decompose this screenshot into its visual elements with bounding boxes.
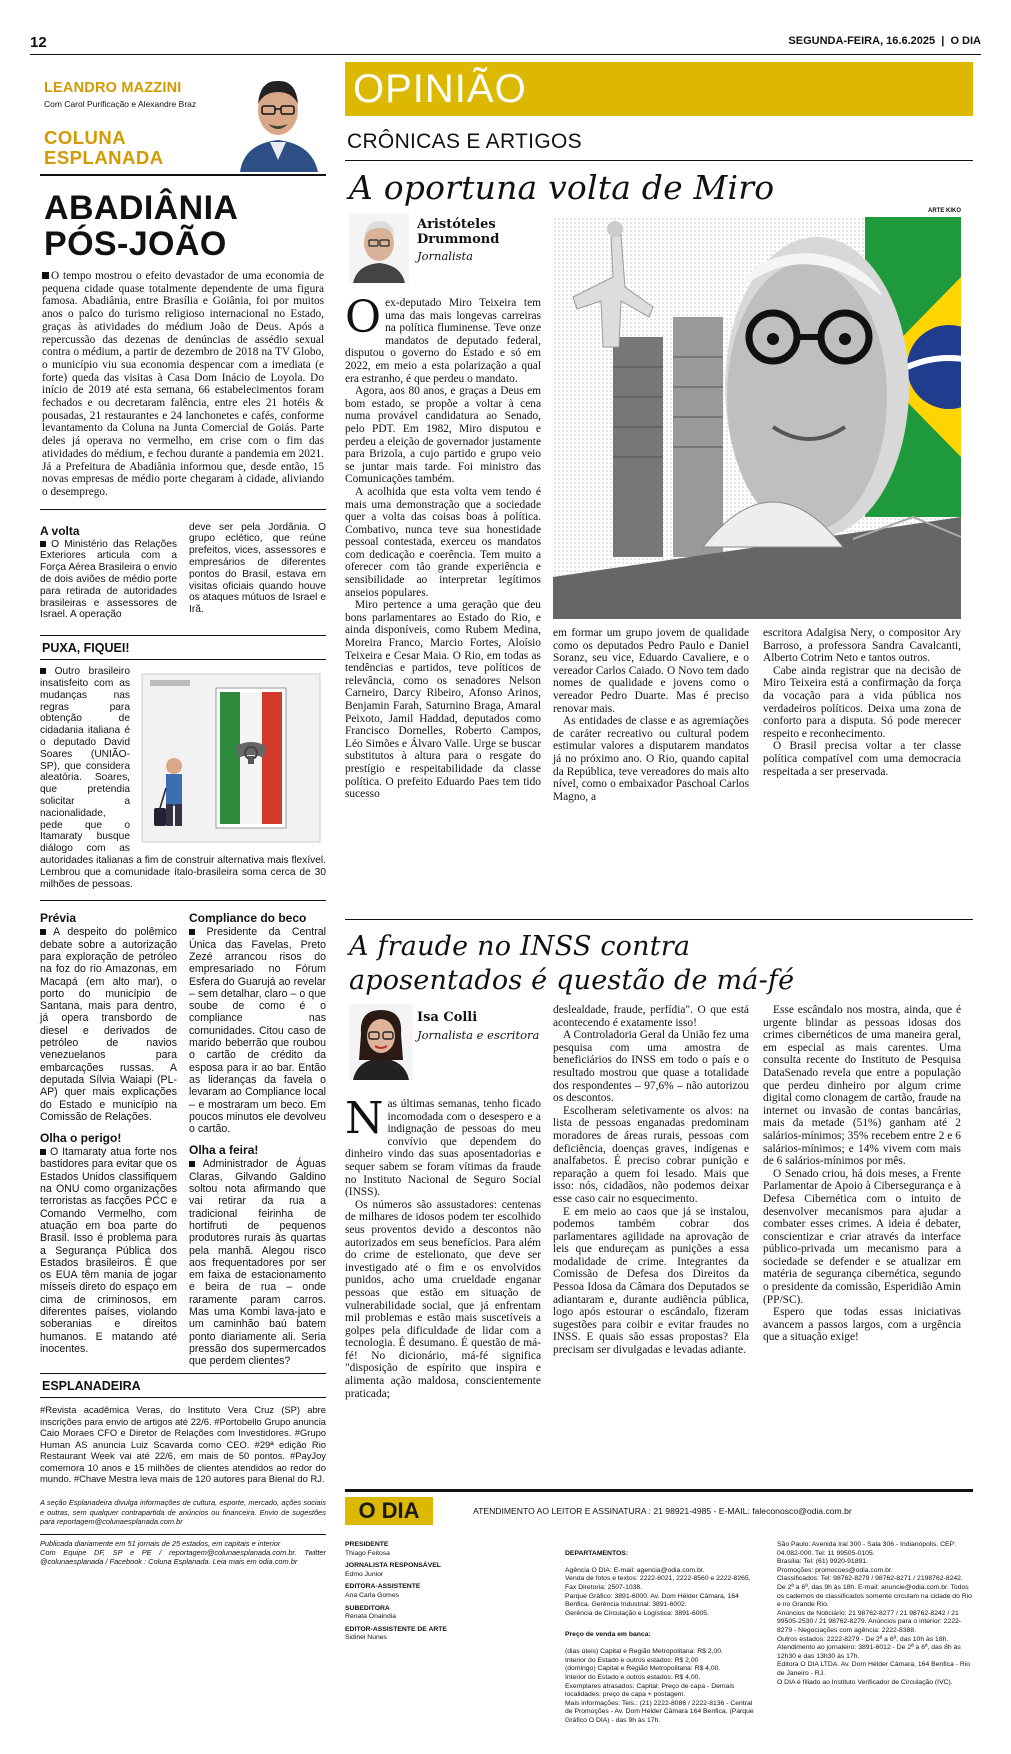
- olho-text: O Itamaraty atua forte nos bastidores para evitar que os Estados Unidos classifiquem na ONU como organizações terroristas as facções PCC e Comando Vermelho, com atuação em boa parte do Brasil. Isso é problema para a Segurança Pública dos Estados brasileiros. É que os EUA têm mania de jogar mísseis direto do espaço em cima de criminosos, em diferentes países, violando soberanias e direitos humanos. E matando até inocentes.: [40, 1146, 177, 1355]
- olho-heading: Olha o perigo!: [40, 1131, 122, 1146]
- page-number: 12: [30, 34, 47, 51]
- article2-title: A fraude no INSS contra aposentados é questão de má-fé: [349, 931, 795, 996]
- column-rule: [40, 174, 326, 176]
- opinion-section: [345, 62, 973, 1474]
- coluna-esplanada: [40, 62, 326, 1567]
- dropcap: N: [345, 1093, 384, 1144]
- article1-author-role: Jornalista: [417, 249, 474, 263]
- column-brand: COLUNA ESPLANADA: [44, 127, 164, 168]
- expediente-staff: PRESIDENTE Thiago Feitosa JORNALISTA RESPONSÁVEL Edmo Junior EDITORA-ASSISTENTE Ana Carla Gomes SUBEDITORA Renata Onaindia EDITOR-ASSISTENTE DE ARTE Sidinei Nunes: [345, 1541, 447, 1642]
- article1-author: Aristóteles Drummond: [417, 217, 500, 247]
- article1-illustration: [553, 217, 961, 619]
- section-rule: [40, 1373, 326, 1374]
- column-author: LEANDRO MAZZINI: [44, 80, 182, 96]
- article2: [345, 1004, 973, 1474]
- column-headline: ABADIÂNIA PÓS-JOÃO: [44, 189, 239, 263]
- expediente-departments: DEPARTAMENTOS: Agência O DIA: E-mail: agencia@odia.com.br. Venda de fotos e textos: 2222-8021, 2222-8560 e 2222-8265. Fax Diretoria: 2507-1038. Parque Gráfico: 3891-6000. Av. Dom Hélder Câmara, 164 Benfica. Gerência Industrial: 3891-6002. Gerência de Circulação e Logística: 3891-6005. Preço de venda em banca: (dias úteis) Capital e Região Metropolitana: R$ 2,00. Interior do Estado e outros estados: R$ 2,00 (domingo) Capital e Região Metropolitana: R$ 4,00. Interior do Estado e outros estados: R$ 4,00. Exemplares atrasados: Capital: Preço de capa - Demais localidades: preço de capa + postagem. Mais informações: Tels.: (21) 2222-8086 / 2222-8136 - Central de Promoções - Av. Dom Hélder Câmara 164 Benfica, (Parque Gráfico O DIA) - das 9h às 17h.: [565, 1549, 754, 1724]
- author-photo: [349, 1004, 413, 1080]
- article-divider: [345, 919, 973, 920]
- masthead-footer: [345, 1497, 973, 1724]
- author-photo: [349, 213, 409, 283]
- feira-heading: Olha a feira!: [189, 1143, 259, 1158]
- o-dia-logo: O DIA: [345, 1497, 433, 1525]
- top-rule: [30, 54, 981, 55]
- article1-col1: [345, 213, 541, 801]
- article2-byline: [345, 1004, 541, 1088]
- atendimento-line: ATENDIMENTO AO LEITOR E ASSINATURA : 21 98921-4985 - E-MAIL: faleconosco@odia.com.br: [473, 1506, 852, 1516]
- section-banner: OPINIÃO: [345, 62, 973, 116]
- section-rule: [40, 635, 326, 636]
- compliance-heading: Compliance do beco: [189, 911, 307, 926]
- article2-text-6: E em meio ao caos que já se instalou, podemos também cobrar dos parlamentares agilidade na aprovação de leis que endureçam as punições a essa modalidade de crime. Integrantes da Comissão de Defesa dos Direitos da Pessoa Idosa da Câmara dos Deputados se adiantaram e, durante audiência pública, logo após estourar o escândalo, fizeram sugestões para coibir e evitar fraudes no INSS. E quais são essas propostas? Ela precisam ser divulgadas e levadas adiante.: [553, 1205, 749, 1357]
- article1-byline: [345, 213, 541, 287]
- article1-text-4: Miro pertence a uma geração que deu bons parlamentares ao Estado do Rio, e ainda disponíveis, como Rubem Medina, Moreira Franco, Marcio Fortes, Aloísio Teixeira e Cesar Maia. O Rio, em todas as tendências e partidos, teve políticos de relevância, como os senadores Nelson Carneiro, Darcy Ribeiro, Afonso Arinos, Benjamin Farah, Saturnino Braga, Amaral Peixoto, Jamil Haddad, deputados como Francisco Dornelles, Roberto Campos, Léo Simões e Álvaro Valle. Urge se buscar substitutos à altura para o resgate do prestígio e respeitabilidade da classe política. O prefeito Eduardo Paes tem tido sucesso: [345, 599, 541, 801]
- puxa-block: [40, 666, 326, 890]
- article1-text-9: O Brasil precisa voltar a ter classe política compatível com uma democracia respeitada a ser preservada.: [763, 740, 961, 778]
- article1-text-3: A acolhida que esta volta vem tendo é mais uma demonstração que a sociedade quer a volta das coisas boas à política. Combativo, nunca teve sua honestidade pessoal contestada, exerceu os mandatos com dedicação e coerência. Tem muito a oferecer com tão grande experiência e sensibilidade ao interpretar legítimos anseios populares.: [345, 485, 541, 599]
- article2-text-4: A Controladoria Geral da União fez uma pesquisa com uma amostra de beneficiários do INSS em todo o país e o resultado mostrou que quase a totalidade dos respondentes – 97,6% – não autorizou os descontos.: [553, 1029, 749, 1105]
- section-rule: [40, 900, 326, 901]
- esplanadeira-heading: ESPLANADEIRA: [42, 1379, 141, 1394]
- article2-text-8: O Senado criou, há dois meses, a Frente Parlamentar de Apoio à Cibersegurança e à Defesa Cibernética com o intuito de desenvolver mecanismos para ajudar a combater esses crimes. A ideia é debater, conscientizar e criar através da interface público-privada um mecanismo para a sociedade se defender e se atualizar em matéria de segurança cibernética, segundo o presidente da comissão, Esperidião Amin (PP/SC).: [763, 1167, 961, 1306]
- article2-text-5: Escolheram seletivamente os alvos: na lista de pessoas enganadas predominam moradores de áreas rurais, pessoas com deficiência, doenças graves, indígenas e analfabetos. É preciso cobrar punição e reparação a quem foi lesado. Mais que isso: nós, cidadãos, não podemos deixar esse caso cair no esquecimento.: [553, 1104, 749, 1205]
- author-photo: [230, 64, 326, 172]
- article1-text-6: As entidades de classe e as agremiações de caráter recreativo ou cultural podem estimular valores a disputarem mandatos já no próximo ano. O Rio, quando capital da República, teve vereadores do mais alto nível, como o embaixador Paschoal Carlos Magno, a: [553, 715, 749, 803]
- article1-text-7: escritora Adalgisa Nery, o compositor Ary Barroso, a professora Sandra Cavalcanti, Alberto Cotrim Neto e tantos outros.: [763, 627, 961, 665]
- article2-author-role: Jornalista e escritora: [417, 1028, 540, 1042]
- article1-col3: [763, 627, 961, 778]
- puxa-heading: PUXA, FIQUEI!: [42, 641, 130, 656]
- compliance-text: Presidente da Central Única das Favelas, Preto Zezé arrancou risos do empresariado no Fórum Esfera do Guarujá ao revelar – sem detalhar, claro – o que soube de como é o compliance nas comunidades. Citou caso de marido beberrão que roubou o cartão de crédito da esposa para ir ao bar. Então as lideranças da favela o levaram ao Compliance local – e mostraram um beco. Em poucos minutos ele devolveu o cartão.: [189, 926, 327, 1136]
- article2-text-7: Esse escândalo nos mostra, ainda, que é urgente blindar as pessoas idosas dos crimes cibernéticos de uma maneira geral, em especial as mais carentes. Uma consulta recente do Instituto de Pesquisa DataSenado revela que entre a população que perdeu dinheiro por algum crime digital como clonagem de cartão, fraude na internet ou invasão de contas bancárias, mais da metade (51%) ganham até 2 salários-mínimos; 35% recebem entre 2 e 6 salários-mínimos; e 14% vivem com mais de 6 salários-mínimos por mês.: [763, 1004, 961, 1168]
- dropcap: O: [345, 292, 382, 343]
- article1-text-5: em formar um grupo jovem de qualidade como os deputados Pedro Paulo e Daniel Soranz, seu vice, Eduardo Cavaliere, e o vereador Carlos Caiado. O Novo tem dado nomes de qualidade e jovens como o vereador Pedro Duarte. Mas é preciso renovar mais.: [553, 627, 749, 715]
- edition-date: SEGUNDA-FEIRA, 16.6.2025 | O DIA: [788, 35, 981, 47]
- section-rule: [40, 1397, 326, 1398]
- a-volta-text-1: O Ministério das Relações Exteriores articula com a Força Aérea Brasileira o envio de dois aviões de médio porte para retirada de autoridades brasileiras e assessores de Israel. A operação: [40, 538, 177, 621]
- section-rule: [40, 509, 326, 510]
- esplanadeira-text: #Revista acadêmica Veras, do Instituto Vera Cruz (SP) abre inscrições para envio de artigos até 22/6. #Portobello Grupo anuncia Caio Moraes CFO e Diretor de Relações com Investidores. #Grupo Human AS anuncia Luiz Scavarda como CEO. #29ª edição Rio Restaurant Week vai até 22/6, em mais de 50 pontos. #PayJoy comemora 10 anos e 15 milhões de clientes atendidos ao redor do mundo. #Chave Mestra leva mais de 120 autores para Bienal do RJ.: [40, 1404, 326, 1484]
- article2-col3: [763, 1004, 961, 1344]
- column-header: [40, 62, 326, 174]
- cartoon-italian-door: [136, 668, 326, 848]
- article2-text-3: deslealdade, fraude, perfídia". O que está acontecendo é exatamente isso!: [553, 1004, 749, 1029]
- previa-heading: Prévia: [40, 911, 77, 926]
- subsection-title: CRÔNICAS E ARTIGOS: [347, 130, 582, 153]
- article2-text-1: Nas últimas semanas, tenho ficado incomodada com o desespero e a indignação de pessoas do meu convívio que dependem do dinheiro vindo das suas aposentadorias e sequer sabem se foram vítimas da fraude no Instituto Nacional de Seguro Social (INSS).: [345, 1093, 541, 1199]
- article1: [345, 208, 973, 919]
- a-volta-heading: A volta: [40, 523, 80, 538]
- article2-text-9: Espero que todas essas iniciativas avancem a passos largos, com a urgência que a situação exige!: [763, 1306, 961, 1344]
- previa-text: A despeito do polêmico debate sobre a autorização para exploração de petróleo na foz do rio Amazonas, em Macapá (em alto mar), o porto do município de Santana, mais para dentro, já opera transbordo de diesel e derivados de petróleo de navios venezuelanos para embarcações russas. A deputada Sílvia Waiapi (PL-AP) quer mais explicações do Estado e município na Comissão de Relações.: [40, 926, 178, 1123]
- a-volta-block: [40, 520, 326, 622]
- section-rule: [40, 1534, 326, 1535]
- feira-text: Administrador de Águas Claras, Gilvando Galdino soltou nota afirmando que vai retirar da rua a tradicional feirinha de hortifruti de pequenos produtores rurais às quartas pela manhã. Alegou risco aos frequentadores por ser em faixa de estacionamento e beira de rua – onde raramente param carros. Mas uma Kombi lava-jato e um caminhão baú batem ponto diariamente ali. Seria pressão dos supermercados que perdem clientes?: [189, 1158, 327, 1368]
- disclaimer-text: A seção Esplanadeira divulga informações de cultura, esporte, mercado, ações sociais e outras, sem qualquer contrapartida de anúncios ou financeira. Envio de sugestões para reportagem@colunaesplanada.com.br: [40, 1498, 326, 1526]
- puxa-text: Outro brasileiro insatisfeito com as mudanças nas regras para obtenção de cidadania italiana é o deputado David Soares (UNIÃO-SP), que considera aleatória. Soares, que pretendia solicitar a nacionalidade, pede que o Itamaraty busque diálogo com as autoridades italianas a fim de construir alternativa mais flexível. Lembrou que a comunidade ítalo-brasileira soma cerca de 30 milhões de pessoas.: [40, 666, 326, 890]
- column-collaborators: Com Carol Purificação e Alexandre Braz: [44, 99, 197, 109]
- a-volta-text-2: deve ser pela Jordânia. O grupo eclético, que reúne prefeitos, vices, assessores e empresários de diferentes pontos do Brasil, estava em visitas oficiais quando houve os ataques mútuos de Israel e Irã.: [189, 521, 326, 616]
- article1-text-1: Oex-deputado Miro Teixeira tem uma das mais longevas carreiras na política fluminense. Teve onze mandatos de deputado federal, disputou o governo do Estado e só em 2022, em meio a esta polarização a qual era estranho, é que perdeu o mandato.: [345, 292, 541, 385]
- subsection-rule: [345, 160, 973, 161]
- page-folio: [30, 34, 981, 52]
- footer-rule: [345, 1489, 973, 1492]
- article1-col2: [553, 627, 749, 803]
- article2-author: Isa Colli: [417, 1010, 478, 1025]
- column-credits: Publicada diariamente em 51 jornais de 25 estados, em capitais e interior Com Equipe DF, SP e PE / reportagem@colunaesplanada.com.br. Twitter @colunaesplanada / Facebook : Coluna Esplanada. Leia mais em odia.com.br: [40, 1538, 326, 1567]
- article1-text-8: Cabe ainda registrar que na decisão de Miro Teixeira está a confirmação da força da vocação para a vida pública nos verdadeiros políticos. Deixa uma zona de conforto para a disputa. Só pode merecer respeito e reconhecimento.: [763, 664, 961, 740]
- article1-text-2: Agora, aos 80 anos, e graças a Deus em bom estado, se propõe a voltar à cena numa provável candidatura ao Senado, pelo PDT. Em 1982, Miro disputou e perdeu a eleição de governador justamente para Brizola, a cujo partido e grupo veio se juntar mais tarde. Foi ministro das Comunicações também.: [345, 385, 541, 486]
- section-rule: [40, 659, 326, 660]
- art-credit: ARTE KIKO: [928, 208, 961, 214]
- column-lead: O tempo mostrou o efeito devastador de uma economia de pequena cidade quase totalmente dependente de uma figura famosa. Abadiânia, entre Brasília e Goiânia, foi por muitos anos o palco do turismo religioso internacional no Estado, graças às atividades do médium João de Deus. Após a repercussão das dezenas de denúncias de assédio sexual contra o médium, a partir de dezembro de 2018 na TV Globo, o município viu sua economia despencar com a imediata (e forte) queda das visitas à Casa Dom Inácio de Loyola. Do início de 2019 até esta semana, 66 estabelecimentos foram fechados e ou decretaram falência, entre eles 21 hotéis & pousadas, 21 restaurantes e 24 lanchonetes e cafés, conforme levantamento da Coluna na Junta Comercial de Goiás. Parte deles já operava no vermelho, em crise com o fim das atividades do médium, e fechou durante a pandemia em 2021. Já a Prefeitura de Abadiânia informou que, desde então, 15 novas empresas de médio porte chegaram à cidade, aliviando o desemprego.: [42, 270, 324, 498]
- previa-compliance-block: [40, 907, 326, 1367]
- article1-title: A oportuna volta de Miro: [349, 168, 775, 207]
- article2-col1: [345, 1004, 541, 1400]
- article2-text-2: Os números são assustadores: centenas de milhares de idosos podem ter escolhido seus proventos devido a descontos não autorizados em seus benefícios. Para além do crime de estelionato, que deve ser investigado até o fim e os envolvidos punidos, acho uma crueldade enganar pessoas que estão em situação de vulnerabilidade social, que já enfrentam mil problemas e estão mais suscetíveis a golpes pela dificuldade de lidar com a tecnologia. É desumano. É questão de má-fé! No dicionário, má-fé significa "disposição de espírito que inspira e alimenta ação maldosa, conscientemente praticada;: [345, 1198, 541, 1400]
- expediente-contacts: São Paulo: Avenida Iraí 300 - Sala 306 - Indianópolis. CEP: 04.082-000. Tel: 11 99505-0105. Brasília: Tel: (61) 9920-91891. Promoções: promocoes@odia.com.br. Classificados: Tel: 98762-8279 / 98762-8271 / 2198762-8242. De 2ª a 6ª, das 9h às 18h. E-mail: anuncie@odia.com.br. Todos os cadernos de classificados somente circulam na cidade do Rio e no Grande Rio. Anúncios de Noticiário: 21 98762-8277 / 21 98762-8242 / 21 99505-2530 / 21 98762-8279. Anúncios para o interior: 2222-8279 - Negociações com agência: 2222-8388. Outros estados: 2222-8279 - De 2ª a 6ª, das 10h às 18h. Atendimento ao jornaleiro: 3891-6012 - De 2ª a 6ª, das 8h às 12h30 e das 13h30 às 17h. Editora O DIA LTDA. Av. Dom Hélder Câmara, 164 Benfica - Rio de Janeiro - RJ. O DIA é filiado ao Instituto Verificador de Circulação (IVC).: [777, 1541, 972, 1686]
- article2-col2: [553, 1004, 749, 1357]
